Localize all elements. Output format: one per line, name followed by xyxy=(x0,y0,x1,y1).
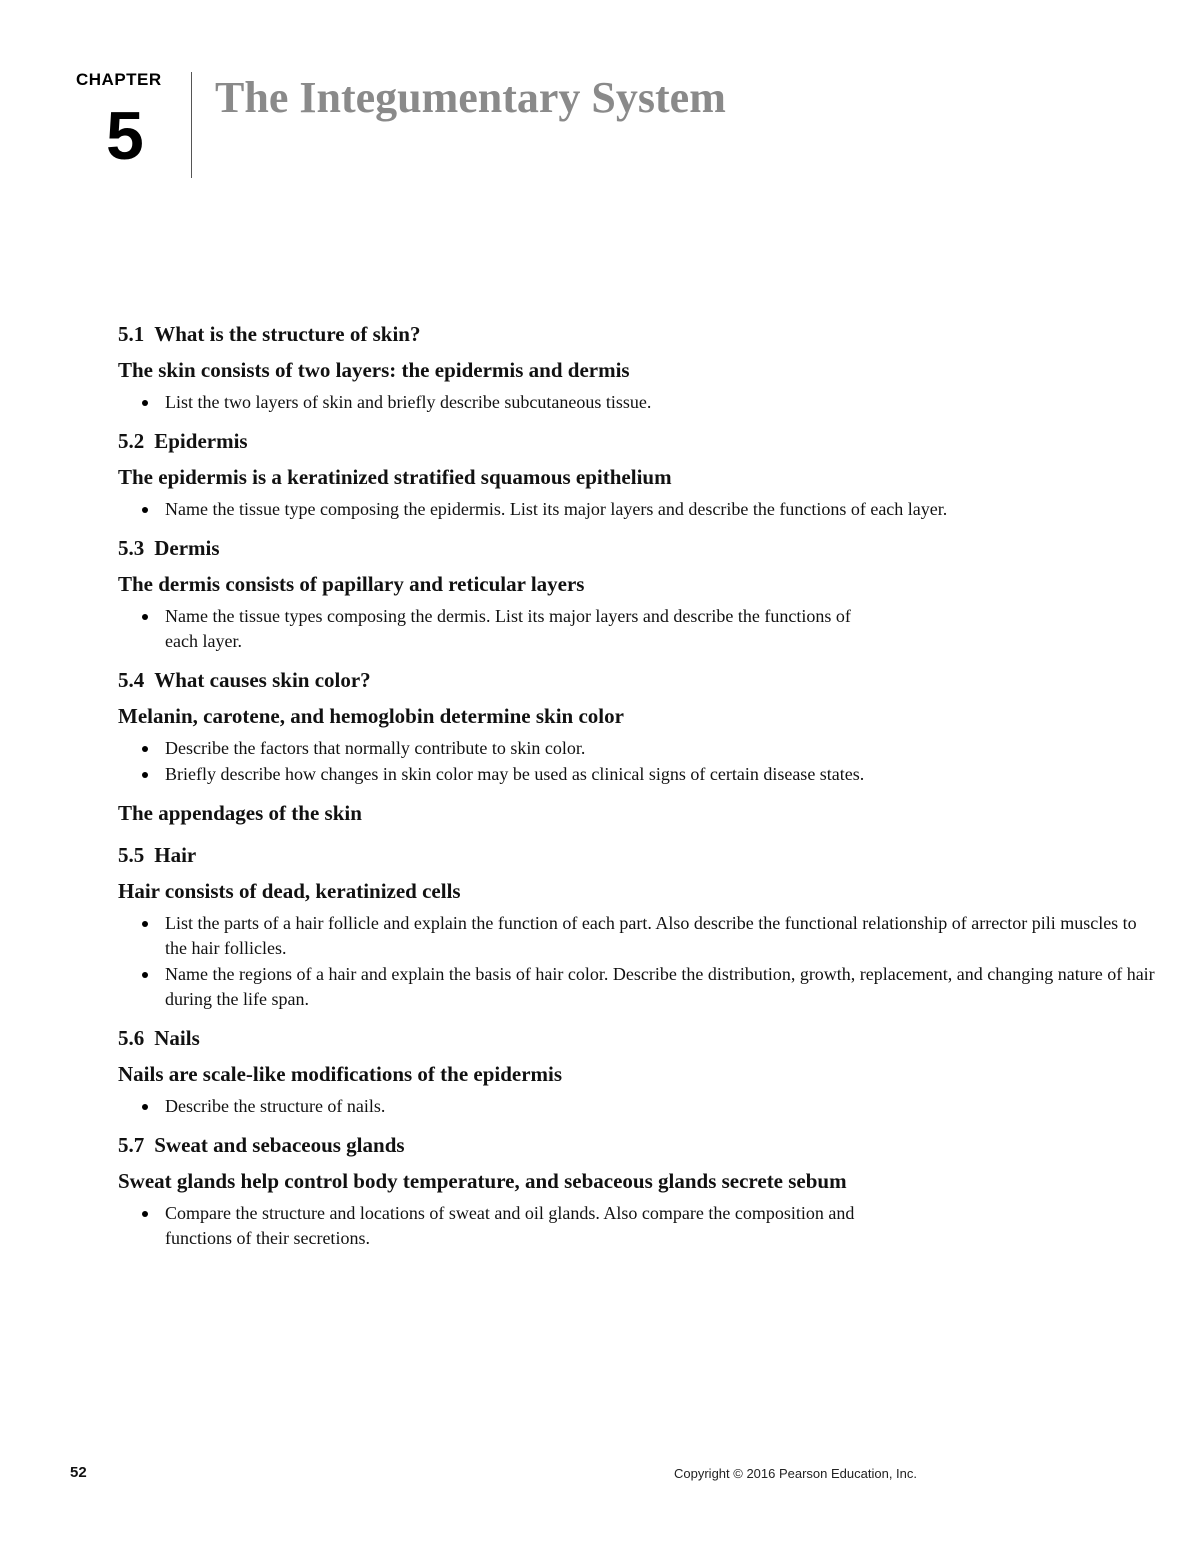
section-5-3 xyxy=(118,534,1158,654)
objective-text: Name the tissue type composing the epidermis. List its major layers and describe the functions of each layer. xyxy=(165,499,948,519)
objective-text: List the parts of a hair follicle and explain the function of each part. Also describe the functional relationship of arrector pili muscles to the hair follicles. xyxy=(165,913,1137,958)
section-5-1 xyxy=(118,320,1158,415)
objective-list xyxy=(118,911,1158,1012)
objective-list xyxy=(118,1201,878,1251)
objective-list xyxy=(118,390,1158,415)
bullet-icon xyxy=(142,614,148,620)
section-subtitle: Melanin, carotene, and hemoglobin determine skin color xyxy=(118,704,624,728)
section-heading xyxy=(118,320,1158,348)
section-title: Epidermis xyxy=(154,429,248,453)
section-title: What is the structure of skin? xyxy=(154,322,421,346)
chapter-title: The Integumentary System xyxy=(215,73,726,122)
bullet-icon xyxy=(142,507,148,513)
objective-list xyxy=(118,497,1158,522)
objective-list xyxy=(118,604,878,654)
section-number: 5.5 xyxy=(118,843,145,867)
section-title: The appendages of the skin xyxy=(118,801,362,825)
section-number: 5.2 xyxy=(118,429,145,453)
bullet-icon xyxy=(142,746,148,752)
section-5-7 xyxy=(118,1131,1158,1251)
section-heading xyxy=(118,427,1158,455)
section-subtitle: Nails are scale-like modifications of the epidermis xyxy=(118,1062,563,1086)
objective-item xyxy=(118,911,1158,961)
section-subtitle: The dermis consists of papillary and reticular layers xyxy=(118,572,585,596)
section-subtitle: The epidermis is a keratinized stratified squamous epithelium xyxy=(118,465,672,489)
copyright-notice: Copyright © 2016 Pearson Education, Inc. xyxy=(674,1466,918,1481)
bullet-icon xyxy=(142,921,148,927)
section-heading xyxy=(118,1024,1158,1052)
section-subtitle: Sweat glands help control body temperature, and sebaceous glands secrete sebum xyxy=(118,1169,847,1193)
section-5-2 xyxy=(118,427,1158,522)
learning-objectives xyxy=(118,320,1158,1263)
objective-item xyxy=(118,390,1158,415)
section-heading xyxy=(118,841,1158,869)
section-heading xyxy=(118,1131,1158,1159)
section-number: 5.6 xyxy=(118,1026,145,1050)
objective-text: List the two layers of skin and briefly describe subcutaneous tissue. xyxy=(165,392,652,412)
objective-item xyxy=(118,962,1158,1012)
section-number: 5.7 xyxy=(118,1133,145,1157)
objective-list xyxy=(118,736,878,787)
page-number: 52 xyxy=(70,1464,87,1481)
section-5-6 xyxy=(118,1024,1158,1119)
chapter-divider xyxy=(191,72,192,178)
objective-item xyxy=(118,762,878,787)
chapter-block xyxy=(76,70,196,174)
objective-text: Name the tissue types composing the dermis. List its major layers and describe the functions of each layer. xyxy=(165,606,851,651)
section-appendages xyxy=(118,799,1158,827)
bullet-icon xyxy=(142,400,148,406)
section-heading xyxy=(118,666,1158,694)
objective-text: Name the regions of a hair and explain the basis of hair color. Describe the distribution, growth, replacement, and changing nature of hair during the life span. xyxy=(165,964,1155,1009)
objective-list xyxy=(118,1094,1158,1119)
part-heading xyxy=(118,799,1158,827)
objective-item xyxy=(118,736,878,761)
section-subtitle: Hair consists of dead, keratinized cells xyxy=(118,879,461,903)
bullet-icon xyxy=(142,772,148,778)
section-title: What causes skin color? xyxy=(154,668,371,692)
objective-text: Describe the structure of nails. xyxy=(165,1096,386,1116)
section-heading xyxy=(118,534,1158,562)
section-title: Hair xyxy=(154,843,197,867)
objective-text: Compare the structure and locations of sweat and oil glands. Also compare the composition and functions of their secretions. xyxy=(165,1203,855,1248)
bullet-icon xyxy=(142,1211,148,1217)
bullet-icon xyxy=(142,972,148,978)
objective-item xyxy=(118,1094,1158,1119)
chapter-label: CHAPTER xyxy=(76,70,162,89)
section-5-5 xyxy=(118,841,1158,1012)
section-number: 5.4 xyxy=(118,668,145,692)
section-title: Sweat and sebaceous glands xyxy=(154,1133,405,1157)
objective-item xyxy=(118,497,1158,522)
section-title: Nails xyxy=(154,1026,200,1050)
section-subtitle: The skin consists of two layers: the epidermis and dermis xyxy=(118,358,630,382)
objective-text: Briefly describe how changes in skin color may be used as clinical signs of certain disease states. xyxy=(165,764,865,784)
bullet-icon xyxy=(142,1104,148,1110)
objective-item xyxy=(118,1201,878,1251)
chapter-number: 5 xyxy=(106,98,144,174)
objective-text: Describe the factors that normally contribute to skin color. xyxy=(165,738,586,758)
section-title: Dermis xyxy=(154,536,220,560)
section-5-4 xyxy=(118,666,1158,787)
section-number: 5.3 xyxy=(118,536,145,560)
objective-item xyxy=(118,604,878,654)
section-number: 5.1 xyxy=(118,322,145,346)
